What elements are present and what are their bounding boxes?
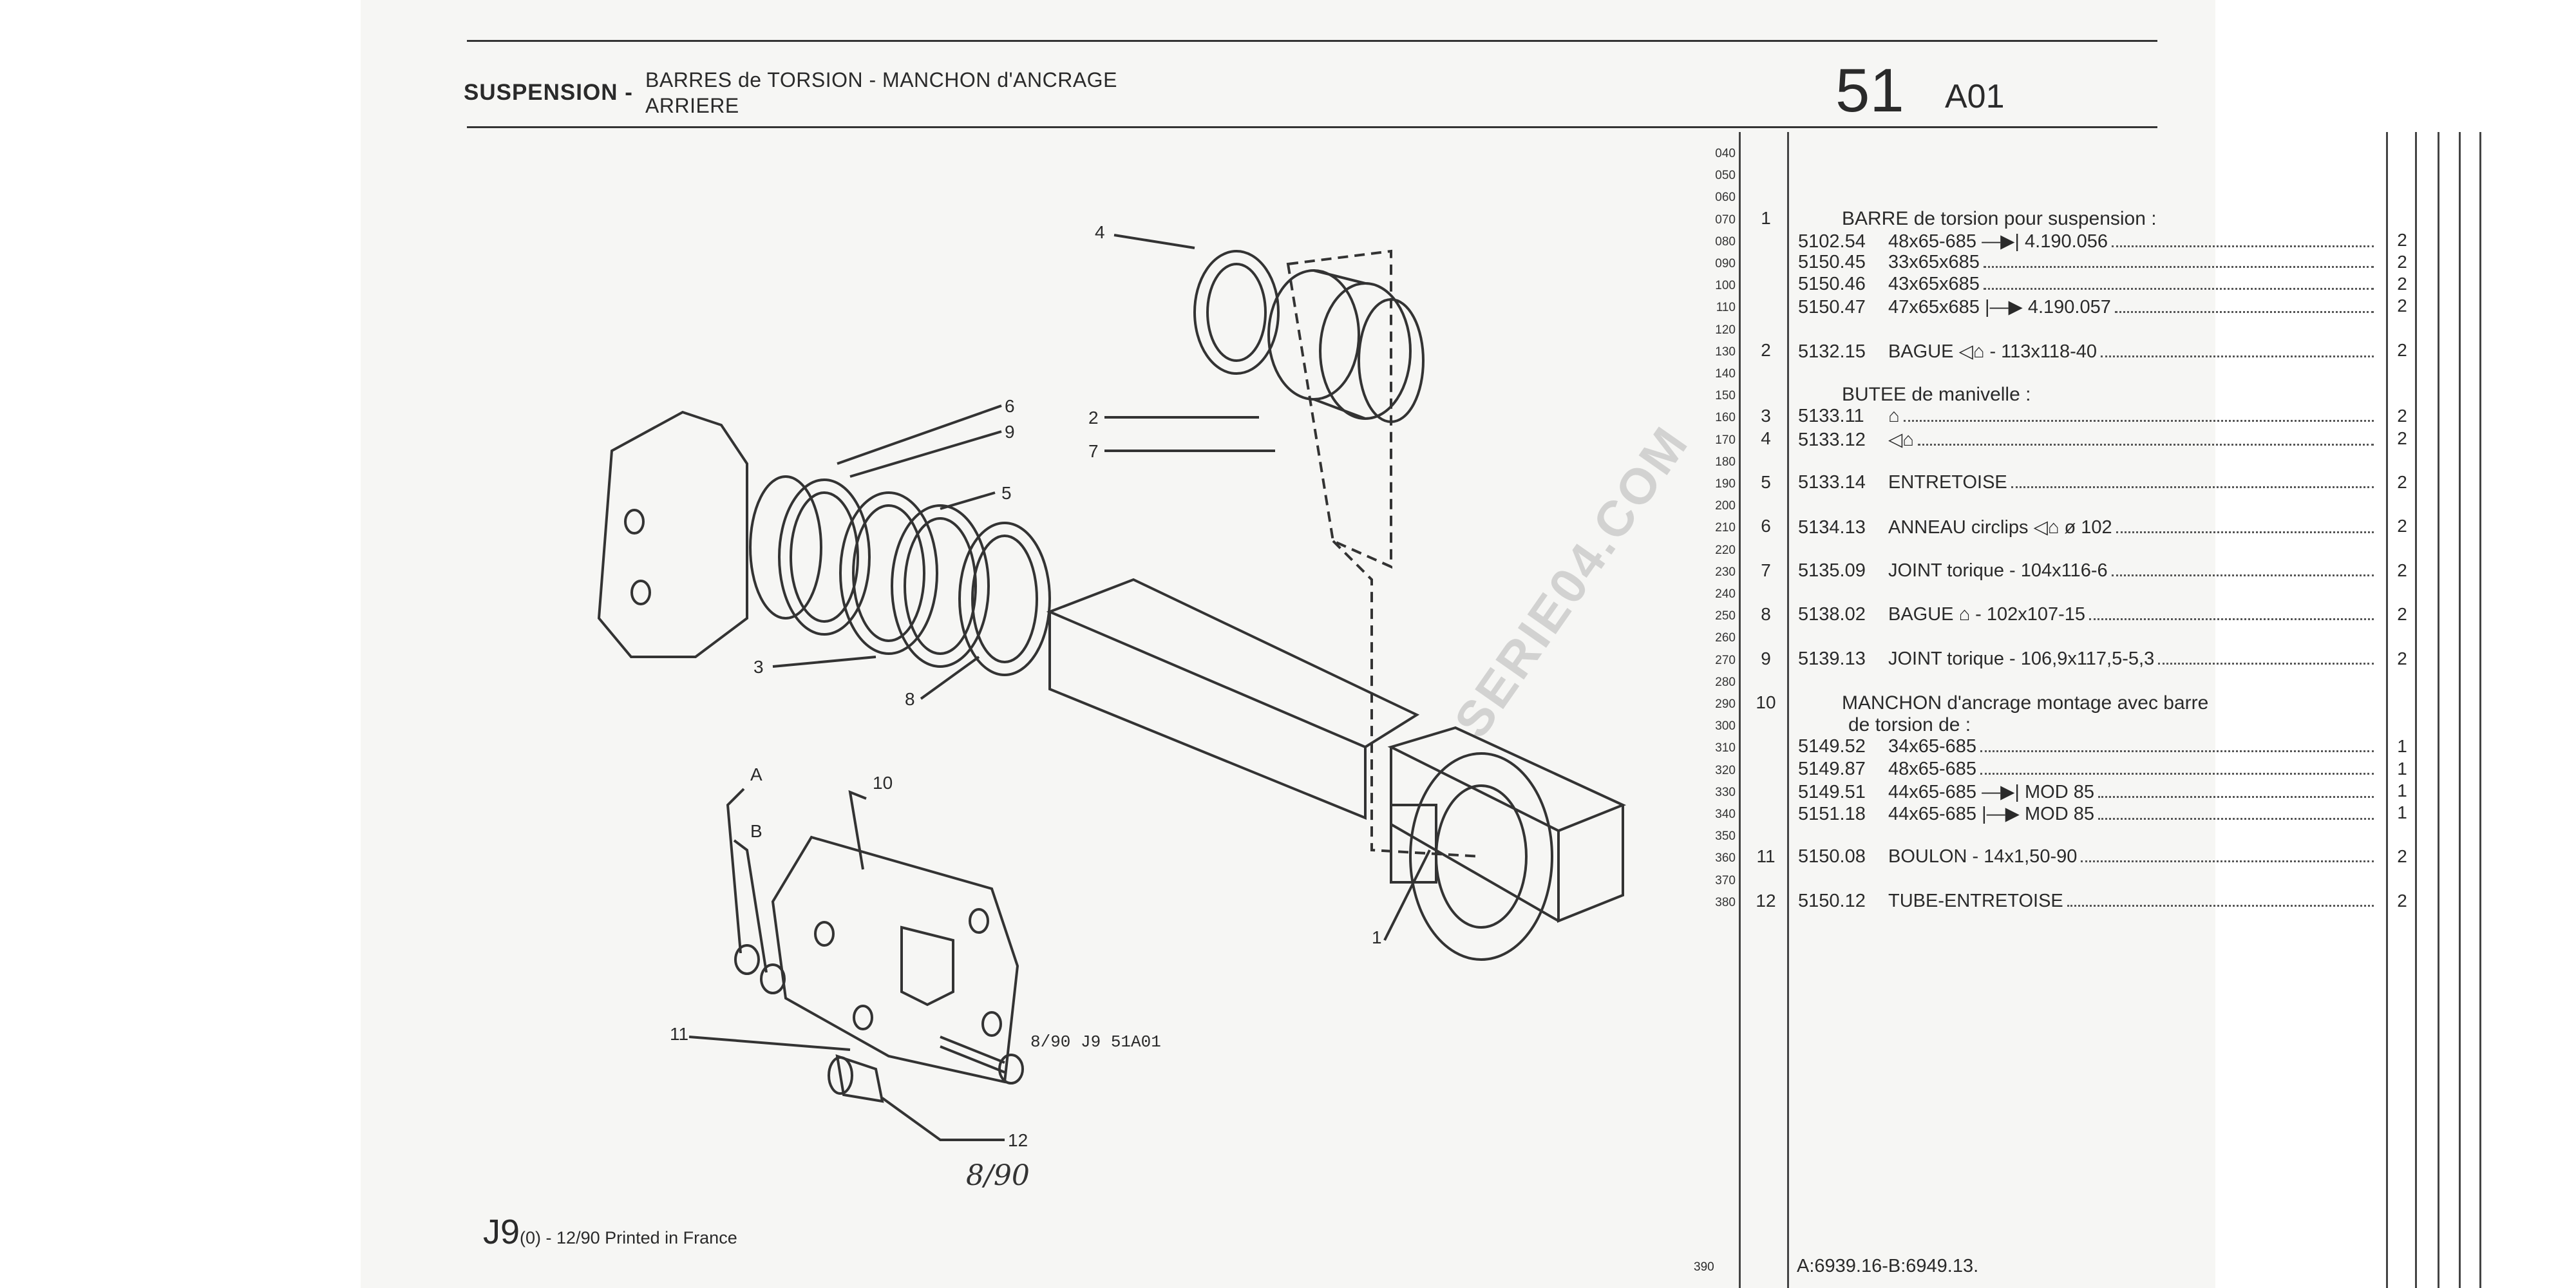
leader-dots [1918, 444, 2374, 446]
part-reference: 5150.47 [1798, 297, 1866, 318]
part-description: BOULON - 14x1,50-90 [1888, 846, 2078, 867]
part-description: ENTRETOISE [1888, 472, 2007, 493]
line-number: 330 [1715, 785, 1736, 799]
quantity: 2 [2397, 229, 2407, 250]
line-number: 370 [1715, 873, 1736, 887]
leader-dots [2098, 818, 2374, 820]
part-description: 34x65-685 [1888, 736, 1977, 757]
table-rule-4 [2415, 132, 2417, 1288]
line-number: 050 [1715, 169, 1736, 183]
leader-dots [1984, 266, 2374, 268]
quantity: 1 [2397, 780, 2407, 800]
table-heading: BARRE de torsion pour suspension : [1842, 207, 2157, 229]
leader-dots [1904, 420, 2374, 422]
leader-dots [2098, 796, 2374, 798]
footer-line-390: 390 [1694, 1260, 1714, 1274]
table-row [1798, 340, 2378, 363]
table-row [1798, 406, 2378, 427]
item-number: 3 [1761, 406, 1771, 426]
table-row [1798, 759, 2378, 780]
group-number: 51 [1835, 56, 1904, 125]
quantity: 2 [2397, 472, 2407, 492]
watermark: SERIE04.COM [1443, 415, 1700, 748]
quantity: 2 [2397, 296, 2407, 316]
line-number: 200 [1715, 499, 1736, 513]
table-rule-1 [1739, 132, 1741, 1288]
table-heading: BUTEE de manivelle : [1842, 384, 2031, 406]
group-code: A01 [1945, 78, 2005, 115]
table-row [1798, 472, 2378, 493]
part-reference: 5134.13 [1798, 517, 1866, 538]
line-number: 070 [1715, 213, 1736, 227]
part-description: ANNEAU circlips ◁⌂ ø 102 [1888, 517, 2112, 538]
line-number: 060 [1715, 191, 1736, 205]
line-number: 100 [1715, 279, 1736, 293]
part-description: 44x65-685 |—▶ MOD 85 [1888, 804, 2094, 824]
leader-dots [2011, 486, 2374, 488]
part-reference: 5149.52 [1798, 736, 1866, 757]
callout-2: 2 [1088, 408, 1099, 428]
item-number: 10 [1756, 692, 1776, 712]
leader-dots [2112, 574, 2374, 576]
table-row [1798, 252, 2378, 273]
part-reference: 5150.46 [1798, 274, 1866, 295]
leader-dots [2158, 663, 2374, 665]
table-rule-3 [2386, 132, 2388, 1288]
quantity: 2 [2397, 604, 2407, 625]
callout-12: 12 [1008, 1130, 1028, 1150]
table-row [1798, 891, 2378, 912]
quantity: 1 [2397, 736, 2407, 757]
footer-code [483, 1212, 737, 1252]
quantity: 2 [2397, 339, 2407, 360]
tube-12 [837, 1056, 882, 1101]
line-number: 170 [1715, 433, 1736, 447]
footer-printed: (0) - 12/90 Printed in France [520, 1228, 737, 1247]
part-description: 47x65x685 |—▶ 4.190.057 [1888, 297, 2111, 318]
table-row [1798, 274, 2378, 295]
line-number: 210 [1715, 521, 1736, 535]
line-number: 220 [1715, 543, 1736, 557]
line-number: 130 [1715, 345, 1736, 359]
part-reference: 5133.12 [1798, 429, 1866, 450]
part-reference: 5133.11 [1798, 406, 1864, 427]
leader-dots [2081, 860, 2374, 862]
table-row [1798, 428, 2378, 451]
leader-dots [1980, 750, 2374, 752]
quantity: 2 [2397, 406, 2407, 426]
header-top-rule [467, 40, 2157, 42]
line-number: 120 [1715, 323, 1736, 337]
table-row [1798, 516, 2378, 538]
quantity: 2 [2397, 252, 2407, 272]
plate-code: 8/90 J9 51A01 [1030, 1032, 1161, 1052]
line-number: 310 [1715, 741, 1736, 755]
line-number: 190 [1715, 477, 1736, 491]
line-number: 040 [1715, 147, 1736, 160]
part-reference: 5139.13 [1798, 648, 1866, 669]
table-row [1798, 802, 2378, 825]
leader-dots [2112, 245, 2374, 247]
subtitle-line1: BARRES de TORSION - MANCHON d'ANCRAGE [645, 68, 1117, 91]
bush-3 [840, 493, 937, 654]
part-description: JOINT torique - 106,9x117,5-5,3 [1888, 648, 2155, 669]
table-row [1798, 604, 2378, 625]
part-description: 33x65x685 [1888, 252, 1980, 272]
table-row [1798, 296, 2378, 318]
item-number: 6 [1761, 516, 1771, 536]
part-reference: 5150.45 [1798, 252, 1866, 272]
callout-10: 10 [873, 773, 893, 793]
table-rule-5 [2438, 132, 2439, 1288]
part-reference: 5132.15 [1798, 341, 1866, 362]
part-reference: 5149.51 [1798, 781, 1866, 802]
item-number: 7 [1761, 560, 1771, 580]
part-reference: 5133.14 [1798, 472, 1866, 493]
callout-6: 6 [1005, 396, 1015, 416]
line-number: 080 [1715, 234, 1736, 249]
bolt-11 [940, 1037, 1005, 1072]
handwritten-note: 8/90 [966, 1159, 1030, 1192]
line-number: 160 [1715, 411, 1736, 425]
callout-5: 5 [1001, 483, 1012, 503]
callout-3: 3 [753, 657, 764, 677]
line-number: 320 [1715, 763, 1736, 777]
item-number: 8 [1761, 604, 1771, 625]
item-number: 5 [1761, 472, 1771, 492]
quantity: 2 [2397, 846, 2407, 867]
callout-a: A [750, 764, 762, 784]
callout-b: B [750, 821, 762, 841]
line-number: 350 [1715, 829, 1736, 844]
quantity: 2 [2397, 516, 2407, 536]
part-description: 43x65x685 [1888, 274, 1980, 295]
part-description: JOINT torique - 104x116-6 [1888, 560, 2108, 581]
part-reference: 5150.12 [1798, 890, 1866, 911]
footer-j9: J9 [483, 1213, 520, 1251]
line-number: 250 [1715, 609, 1736, 623]
line-number: 140 [1715, 367, 1736, 381]
footer-ref: A:6939.16-B:6949.13. [1797, 1256, 1979, 1276]
header-bottom-rule [467, 126, 2157, 128]
leader-dots [2089, 618, 2374, 620]
part-description: ◁⌂ [1888, 429, 1914, 450]
line-number: 240 [1715, 587, 1736, 601]
quantity: 1 [2397, 802, 2407, 822]
leader-dots [1984, 288, 2374, 290]
part-description: TUBE-ENTRETOISE [1888, 890, 2063, 911]
item-number: 2 [1761, 339, 1771, 360]
part-reference: 5149.87 [1798, 758, 1866, 779]
part-description: 44x65-685 —▶| MOD 85 [1888, 781, 2094, 802]
table-row [1798, 230, 2378, 252]
table-rule-6 [2459, 132, 2461, 1288]
table-row [1798, 846, 2378, 867]
line-number: 260 [1715, 631, 1736, 645]
quantity: 2 [2397, 890, 2407, 911]
leader-dots [2115, 311, 2374, 313]
callout-7: 7 [1088, 441, 1099, 461]
line-number: 340 [1715, 808, 1736, 821]
quantity: 2 [2397, 274, 2407, 294]
line-number: 180 [1715, 455, 1736, 469]
callout-9: 9 [1005, 422, 1015, 442]
line-number: 090 [1715, 257, 1736, 270]
left-flange [599, 412, 747, 657]
nut-a [735, 945, 759, 974]
leader-dots [1980, 773, 2374, 775]
part-description: BAGUE ⌂ - 102x107-15 [1888, 604, 2086, 625]
callout-4: 4 [1095, 222, 1105, 242]
line-number: 230 [1715, 565, 1736, 579]
leader-dots [2116, 531, 2374, 533]
table-row [1798, 649, 2378, 670]
quantity: 1 [2397, 758, 2407, 779]
catalog-page [361, 0, 2407, 1288]
ring-9 [779, 480, 869, 634]
item-number: 1 [1761, 207, 1771, 228]
table-heading: de torsion de : [1848, 714, 1971, 736]
table-row [1798, 560, 2378, 582]
part-description: ⌂ [1888, 406, 1900, 427]
quantity: 2 [2397, 428, 2407, 448]
item-number: 9 [1761, 648, 1771, 668]
part-reference: 5150.08 [1798, 846, 1866, 867]
line-number: 280 [1715, 675, 1736, 689]
table-row [1798, 781, 2378, 803]
subtitle-line2: ARRIERE [645, 94, 739, 117]
line-number: 300 [1715, 719, 1736, 734]
table-rule-7 [2479, 132, 2481, 1288]
callout-8: 8 [905, 689, 915, 709]
line-number: 150 [1715, 389, 1736, 403]
item-number: 11 [1756, 846, 1776, 867]
line-number: 110 [1716, 301, 1736, 315]
table-row [1798, 736, 2378, 757]
item-number: 12 [1756, 890, 1776, 911]
line-number: 380 [1715, 895, 1736, 909]
line-number: 360 [1715, 851, 1736, 866]
part-reference: 5102.54 [1798, 231, 1866, 252]
leader-dots [2067, 905, 2374, 907]
callout-11: 11 [670, 1024, 689, 1044]
quantity: 2 [2397, 560, 2407, 580]
part-reference: 5138.02 [1798, 604, 1866, 625]
line-number: 270 [1715, 653, 1736, 667]
quantity: 2 [2397, 648, 2407, 668]
part-reference: 5151.18 [1798, 804, 1866, 824]
torsion-bar-top [1050, 580, 1417, 747]
line-number: 290 [1715, 697, 1736, 711]
part-reference: 5135.09 [1798, 560, 1866, 581]
callout-1: 1 [1372, 927, 1382, 947]
table-heading: MANCHON d'ancrage montage avec barre [1842, 692, 2209, 714]
part-description: 48x65-685 [1888, 758, 1977, 779]
part-description: BAGUE ◁⌂ - 113x118-40 [1888, 341, 2098, 362]
section-title: SUSPENSION - [464, 80, 633, 105]
item-number: 4 [1761, 428, 1771, 448]
part-description: 48x65-685 —▶| 4.190.056 [1888, 231, 2108, 252]
leader-dots [2101, 355, 2374, 357]
table-rule-2 [1787, 132, 1789, 1288]
